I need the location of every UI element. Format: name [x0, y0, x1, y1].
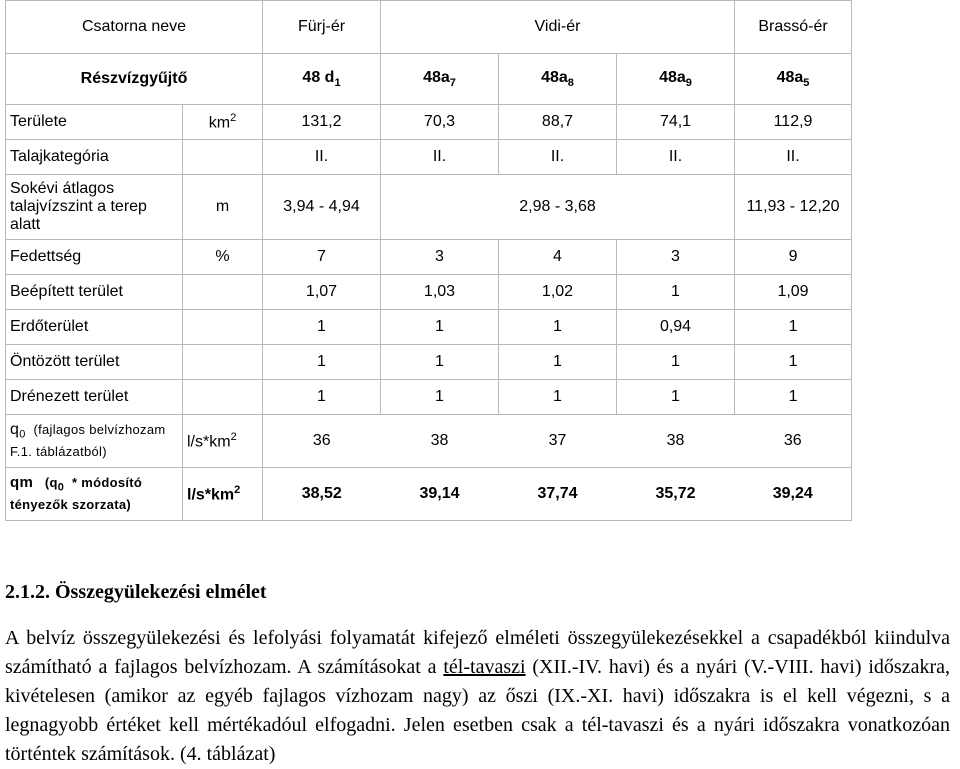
- irrigated-value: 1: [617, 345, 735, 380]
- subbasin-label: Részvízgyűjtő: [6, 54, 263, 105]
- subbasin-d1: 48 $d_1$: [263, 54, 381, 105]
- coverage-value: 4: [499, 240, 617, 275]
- subbasin-a9: $48a_9$: [617, 54, 735, 105]
- built-area-value: 1: [617, 275, 735, 310]
- vidi-er-header: Vidi-ér: [381, 1, 735, 54]
- groundwater-label: Sokévi átlagos talajvízszint a terep alatt: [6, 175, 183, 240]
- drained-row: [6, 380, 852, 415]
- forest-unit: [183, 310, 263, 345]
- drained-value: 1: [381, 380, 499, 415]
- built-area-value: 1,09: [735, 275, 852, 310]
- area-value: 88,7: [499, 105, 617, 140]
- section-body: [5, 572, 950, 769]
- qm-unit: $l/s*km^2$: [183, 468, 263, 521]
- soil-category-value: II.: [735, 140, 852, 175]
- area-label: Területe: [6, 105, 183, 140]
- coverage-value: 9: [735, 240, 852, 275]
- drained-value: 1: [735, 380, 852, 415]
- q0-value: 37: [499, 415, 617, 468]
- forest-row: [6, 310, 852, 345]
- qm-label: qm ($q_0$ * módosító tényezők szorzata): [6, 468, 183, 521]
- built-area-unit: [183, 275, 263, 310]
- section-paragraph: A belvíz összegyülekezési és lefolyási folyamatát kifejező elméleti összegyülekezésekkel a csapadékból kiindulva számítható a fajlagos belvízhozam. A számításokat a tél-tavaszi (XII.-IV. havi) és a nyári (V.-VIII. havi) időszakra, kivételesen (amikor az egyéb fajlagos vízhozam nagy) az őszi (IX.-XI. havi) időszakra is el kell végezni, s a legnagyobb értéket kell mértékadóul elfogadni. Jelen esetben csak a tél-tavaszi és a nyári időszakra vonatkozóan történtek számítások. (4. táblázat): [5, 627, 950, 765]
- built-area-value: 1,02: [499, 275, 617, 310]
- section-heading: 2.1.2. Összegyülekezési elmélet: [5, 581, 267, 603]
- groundwater-brasso: 11,93 - 12,20: [735, 175, 852, 240]
- area-row: [6, 105, 852, 140]
- q0-row: [6, 415, 852, 468]
- qm-value: 39,24: [735, 468, 852, 521]
- coverage-label: Fedettség: [6, 240, 183, 275]
- qm-value: 35,72: [617, 468, 735, 521]
- parameter-table-wrapper: [5, 0, 851, 521]
- brasso-er-header: Brassó-ér: [735, 1, 852, 54]
- irrigated-unit: [183, 345, 263, 380]
- irrigated-value: 1: [263, 345, 381, 380]
- forest-value: 1: [499, 310, 617, 345]
- area-value: 112,9: [735, 105, 852, 140]
- area-value: 131,2: [263, 105, 381, 140]
- drained-unit: [183, 380, 263, 415]
- drained-value: 1: [263, 380, 381, 415]
- q0-value: 36: [263, 415, 381, 468]
- qm-value: 37,74: [499, 468, 617, 521]
- subbasin-a8: $48a_8$: [499, 54, 617, 105]
- forest-label: Erdőterület: [6, 310, 183, 345]
- groundwater-furj: 3,94 - 4,94: [263, 175, 381, 240]
- forest-value: 1: [381, 310, 499, 345]
- coverage-row: [6, 240, 852, 275]
- area-value: 70,3: [381, 105, 499, 140]
- area-value: 74,1: [617, 105, 735, 140]
- winter-spring-link[interactable]: tél-tavaszi: [443, 656, 526, 678]
- area-unit: $km^2$: [183, 105, 263, 140]
- groundwater-vidi: 2,98 - 3,68: [381, 175, 735, 240]
- q0-value: 36: [735, 415, 852, 468]
- coverage-value: 3: [617, 240, 735, 275]
- drained-value: 1: [499, 380, 617, 415]
- header-row: [6, 1, 852, 54]
- soil-category-value: II.: [263, 140, 381, 175]
- channel-name-header: Csatorna neve: [6, 1, 263, 54]
- soil-category-row: [6, 140, 852, 175]
- built-area-row: [6, 275, 852, 310]
- q0-unit: $l/s*km^2$: [183, 415, 263, 468]
- q0-value: 38: [617, 415, 735, 468]
- groundwater-row: [6, 175, 852, 240]
- soil-category-unit: [183, 140, 263, 175]
- subbasin-a5: $48a_5$: [735, 54, 852, 105]
- built-area-label: Beépített terület: [6, 275, 183, 310]
- coverage-value: 7: [263, 240, 381, 275]
- q0-label: $q_0$ (fajlagos belvízhozam F.1. táblázatból): [6, 415, 183, 468]
- groundwater-unit: m: [183, 175, 263, 240]
- soil-category-value: II.: [499, 140, 617, 175]
- drained-value: 1: [617, 380, 735, 415]
- forest-value: 0,94: [617, 310, 735, 345]
- irrigated-label: Öntözött terület: [6, 345, 183, 380]
- forest-value: 1: [735, 310, 852, 345]
- subbasin-a7: $48a_7$: [381, 54, 499, 105]
- irrigated-value: 1: [735, 345, 852, 380]
- soil-category-value: II.: [381, 140, 499, 175]
- irrigated-value: 1: [381, 345, 499, 380]
- coverage-unit: %: [183, 240, 263, 275]
- q0-value: 38: [381, 415, 499, 468]
- qm-row: [6, 468, 852, 521]
- qm-value: 39,14: [381, 468, 499, 521]
- furj-er-header: Fürj-ér: [263, 1, 381, 54]
- built-area-value: 1,03: [381, 275, 499, 310]
- soil-category-label: Talajkategória: [6, 140, 183, 175]
- built-area-value: 1,07: [263, 275, 381, 310]
- qm-value: 38,52: [263, 468, 381, 521]
- coverage-value: 3: [381, 240, 499, 275]
- drained-label: Drénezett terület: [6, 380, 183, 415]
- subbasin-row: [6, 54, 852, 105]
- parameter-table: [5, 0, 852, 521]
- soil-category-value: II.: [617, 140, 735, 175]
- forest-value: 1: [263, 310, 381, 345]
- irrigated-row: [6, 345, 852, 380]
- irrigated-value: 1: [499, 345, 617, 380]
